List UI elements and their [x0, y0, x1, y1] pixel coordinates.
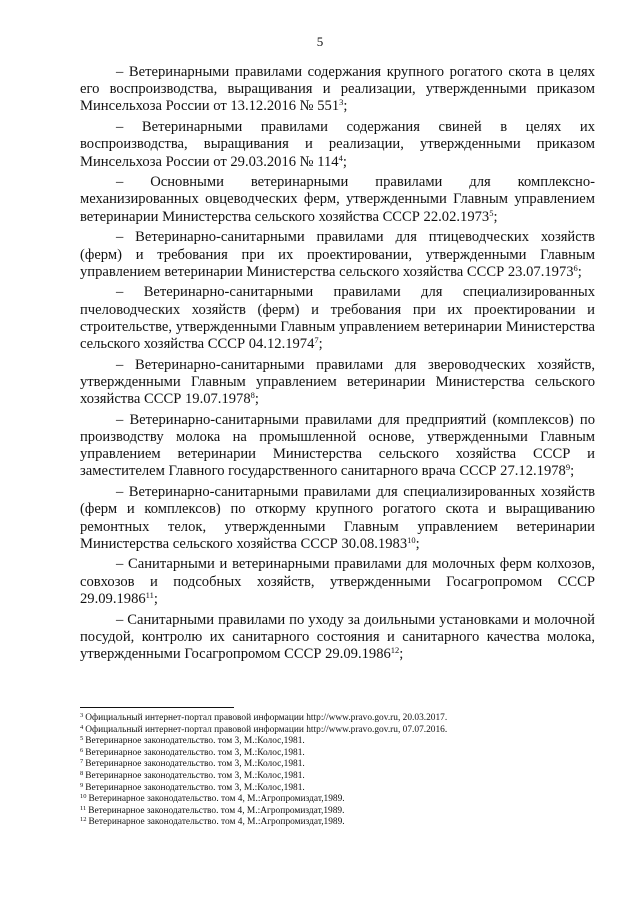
list-item — [80, 64, 595, 116]
list-item — [80, 412, 595, 481]
footnote-text: Ветеринарное законодательство. том 4, М.:Агропромиздат,1989. — [88, 817, 345, 828]
footnote-number: 10 — [80, 793, 87, 801]
item-text: – Ветеринарно-санитарными правилами для предприятий (комплексов) по производству молока на промышленной основе, утвержденными Главным управлением ветеринарии Министерства сельского хозяйства СССР и заместителем Главного государственного санитарного врача СССР 27.12.1978 — [80, 411, 595, 480]
item-end: ; — [254, 391, 259, 408]
footnote — [80, 748, 595, 760]
footnote — [80, 794, 595, 806]
footnote — [80, 783, 595, 795]
footnote-number: 8 — [80, 769, 84, 777]
footnote-number: 9 — [80, 781, 84, 789]
footnote — [80, 817, 595, 829]
footnote — [80, 771, 595, 783]
item-end: ; — [493, 208, 498, 225]
footnote-number: 7 — [80, 758, 84, 766]
footnote-ref[interactable]: 9 — [565, 462, 571, 473]
footnote-text: Ветеринарное законодательство. том 3, М.:Колос,1981. — [85, 736, 305, 747]
item-end: ; — [342, 153, 347, 170]
footnote-ref[interactable]: 7 — [314, 335, 319, 346]
list-item — [80, 484, 595, 553]
item-end: ; — [399, 646, 404, 662]
item-text: – Ветеринарными правилами содержания свиней в целях их воспроизводства, выращивания и реализации, утвержденными приказом Минсельхоза России от 29.03.2016 № 114 — [80, 119, 595, 170]
footnote-text: Ветеринарное законодательство. том 3, М.:Колос,1981. — [85, 747, 305, 758]
item-text: – Ветеринарно-санитарными правилами для звероводческих хозяйств, утвержденными Главным управлением ветеринарии Министерства сельского хозяйства СССР 19.07.1978 — [80, 356, 595, 408]
footnote-number: 3 — [80, 712, 84, 719]
list-item — [80, 357, 595, 409]
item-text: – Ветеринарными правилами содержания крупного рогатого скота в целях его воспроизводства, выращивания и реализации, утвержденными приказом Минсельхоза России от 13.12.2016 № 551 — [80, 64, 595, 115]
item-text: – Санитарными и ветеринарными правилами для молочных ферм колхозов, совхозов и подсобных хозяйств, утвержденными Госагропромом СССР 29.09.1986 — [80, 556, 595, 607]
footnote-separator — [80, 707, 234, 708]
footnote — [80, 713, 595, 725]
footnote — [80, 806, 595, 818]
item-text: – Ветеринарно-санитарными правилами для специализированных пчеловодческих хозяйств (ферм) и требования при их проектировании и строительстве, утвержденными Главным управлением ветеринарии Министерства сельского хозяйства СССР 04.12.1974 — [80, 284, 595, 353]
footnote-ref[interactable]: 4 — [338, 152, 343, 163]
item-end: ; — [343, 98, 348, 115]
footnote-ref[interactable]: 11 — [145, 589, 154, 600]
footnote-number: 12 — [80, 816, 87, 824]
item-text: – Санитарными правилами по уходу за доильными установками и молочной посудой, контролю их санитарного состояния и санитарного качества молока, утвержденными Госагропромом СССР 29.09.1986 — [80, 611, 595, 662]
footnote-number: 4 — [80, 723, 84, 731]
item-text: – Основными ветеринарными правилами для комплексно-механизированных овцеводческих ферм, утвержденными Главным управлением ветеринарии Министерства сельского хозяйства СССР 22.02.1973 — [80, 174, 595, 225]
footnotes — [80, 713, 595, 829]
footnote-number: 11 — [80, 804, 87, 812]
item-end: ; — [415, 535, 420, 552]
list-item — [80, 174, 595, 226]
footnote-text: Официальный интернет-портал правовой информации http://www.pravo.gov.ru, 20.03.2017. — [85, 713, 448, 723]
item-end: ; — [153, 590, 158, 607]
item-end: ; — [318, 336, 323, 353]
regulations-list — [80, 64, 595, 667]
footnote-text: Ветеринарное законодательство. том 3, М.:Колос,1981. — [85, 759, 305, 770]
footnote — [80, 736, 595, 748]
footnote-text: Ветеринарное законодательство. том 3, М.:Колос,1981. — [85, 782, 305, 793]
item-end: ; — [577, 263, 582, 280]
footnote-ref[interactable]: 8 — [250, 390, 255, 401]
footnote-text: Официальный интернет-портал правовой информации http://www.pravo.gov.ru, 07.07.2016. — [85, 724, 448, 735]
footnote-text: Ветеринарное законодательство. том 4, М.:Агропромиздат,1989. — [88, 794, 345, 805]
item-end: ; — [570, 463, 575, 480]
footnote-text: Ветеринарное законодательство. том 4, М.:Агропромиздат,1989. — [88, 805, 345, 816]
footnote-text: Ветеринарное законодательство. том 3, М.:Колос,1981. — [85, 770, 305, 781]
item-text: – Ветеринарно-санитарными правилами для специализированных хозяйств (ферм и комплексов) по откорму крупного рогатого скота и выращиванию ремонтных телок, утвержденными Главным управлением ветеринарии Министерства сельского хозяйства СССР 30.08.1983 — [80, 484, 595, 552]
list-item — [80, 556, 595, 608]
list-item — [80, 612, 595, 664]
list-item — [80, 229, 595, 281]
page-number: 5 — [316, 34, 324, 49]
list-item — [80, 119, 595, 171]
item-text: – Ветеринарно-санитарными правилами для птицеводческих хозяйств (ферм) и требования при их проектировании, утвержденными Главным управлением ветеринарии Министерства сельского хозяйства СССР 23.07.1973 — [80, 229, 595, 280]
footnote-ref[interactable]: 10 — [407, 534, 416, 545]
list-item — [80, 284, 595, 353]
footnote-ref[interactable]: 3 — [339, 97, 344, 108]
footnote-number: 6 — [80, 746, 84, 754]
footnote-number: 5 — [80, 735, 84, 743]
footnote — [80, 759, 595, 771]
footnote-ref[interactable]: 5 — [489, 207, 494, 218]
footnote — [80, 725, 595, 737]
footnote-ref[interactable]: 12 — [390, 645, 400, 655]
footnote-ref[interactable]: 6 — [573, 262, 578, 273]
